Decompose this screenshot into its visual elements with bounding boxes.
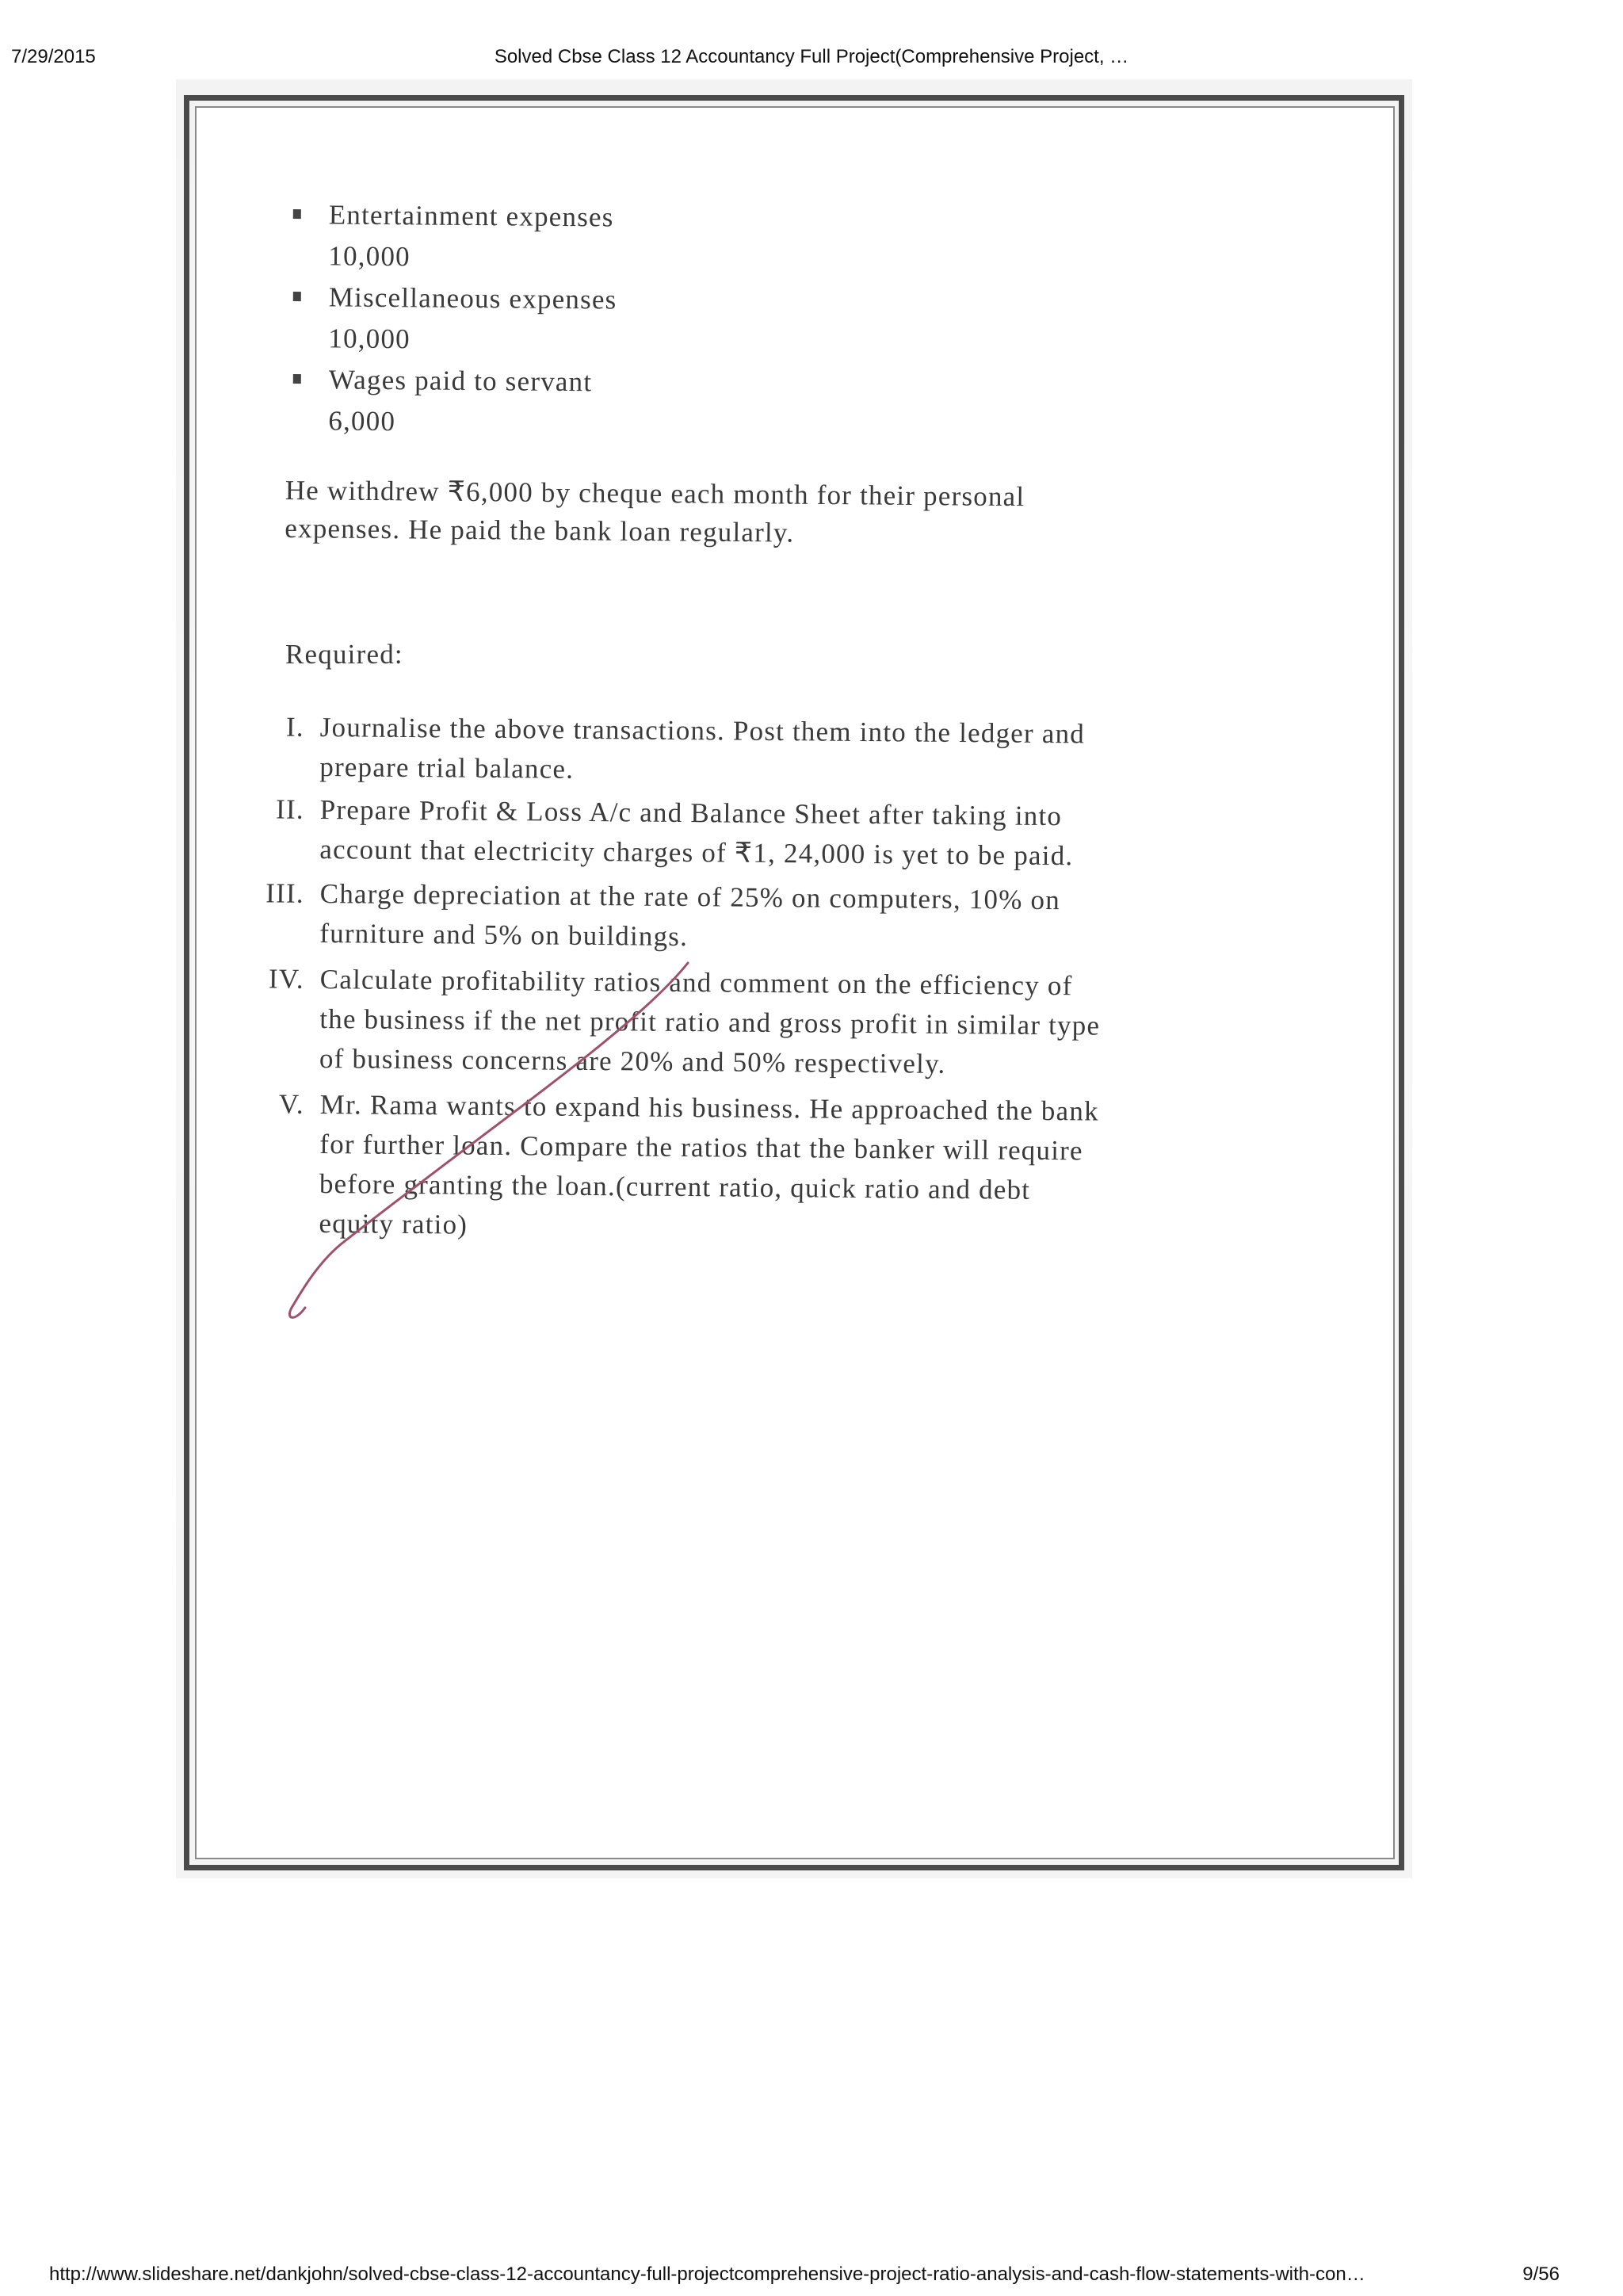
print-title: Solved Cbse Class 12 Accountancy Full Project(Comprehensive Project, … bbox=[494, 46, 1129, 67]
expense-amount: 10,000 bbox=[328, 323, 411, 355]
expense-label: Wages paid to servant bbox=[328, 364, 593, 398]
page-number: 9/56 bbox=[1522, 2264, 1560, 2285]
requirement-number: V. bbox=[278, 1088, 304, 1120]
expense-label: Miscellaneous expenses bbox=[328, 281, 617, 315]
requirement-line: Prepare Profit & Loss A/c and Balance Sheet after taking into bbox=[319, 793, 1063, 832]
requirement-line: before granting the loan.(current ratio, quick ratio and debt bbox=[319, 1167, 1031, 1205]
requirement-line: Mr. Rama wants to expand his business. He approached the bank bbox=[319, 1088, 1099, 1127]
requirement-line: account that electricity charges of ₹1, 24,000 is yet to be paid. bbox=[319, 833, 1074, 872]
requirement-line: prepare trial balance. bbox=[319, 751, 575, 785]
expense-amount: 10,000 bbox=[328, 240, 411, 273]
expense-label: Entertainment expenses bbox=[328, 199, 614, 233]
requirement-number: IV. bbox=[268, 963, 304, 995]
print-date: 7/29/2015 bbox=[11, 46, 96, 67]
requirement-line: of business concerns are 20% and 50% respectively. bbox=[319, 1042, 946, 1079]
requirement-line: Charge depreciation at the rate of 25% on computers, 10% on bbox=[319, 877, 1061, 916]
requirement-number: III. bbox=[265, 877, 304, 909]
requirement-line: Journalise the above transactions. Post them into the ledger and bbox=[319, 711, 1086, 750]
print-footer bbox=[0, 2264, 1623, 2290]
expense-amount: 6,000 bbox=[328, 405, 396, 437]
requirement-line: the business if the net profit ratio and gross profit in similar type bbox=[319, 1003, 1101, 1041]
requirement-line: for further loan. Compare the ratios that the banker will require bbox=[319, 1128, 1083, 1167]
requirement-line: Calculate profitability ratios and comment on the efficiency of bbox=[319, 963, 1073, 1002]
requirement-number: I. bbox=[285, 711, 304, 743]
requirement-line: equity ratio) bbox=[319, 1207, 468, 1240]
checkmark-stroke bbox=[289, 963, 688, 1317]
paragraph-line: expenses. He paid the bank loan regularly. bbox=[285, 512, 795, 548]
paragraph-line: He withdrew ₹6,000 by cheque each month for their personal bbox=[285, 474, 1025, 513]
required-heading: Required: bbox=[285, 639, 403, 670]
source-url: http://www.slideshare.net/dankjohn/solved-cbse-class-12-accountancy-full-projectcomprehensive-project-ratio-analysis-and-cash-flow-statements-with-con… bbox=[49, 2264, 1365, 2285]
requirement-line: furniture and 5% on buildings. bbox=[319, 917, 689, 953]
requirement-number: II. bbox=[275, 793, 304, 825]
